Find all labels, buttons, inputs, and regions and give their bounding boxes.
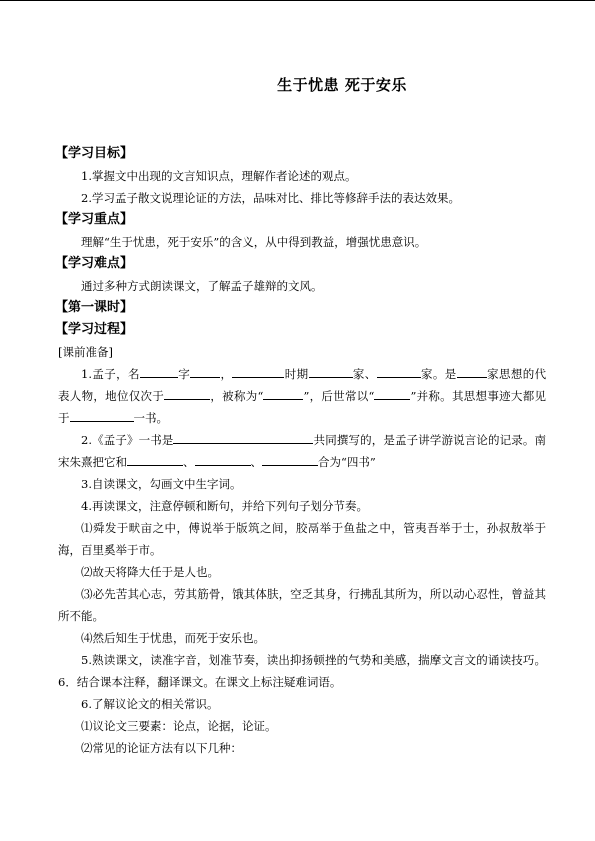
- heading-key-points: 【学习重点】: [55, 212, 134, 227]
- prep-label: [课前准备]: [58, 345, 113, 359]
- heading-goals: 【学习目标】: [55, 146, 134, 161]
- common-sense-2: ⑵常见的论证方法有以下几种：: [81, 741, 242, 755]
- blank-authors[interactable]: [173, 430, 313, 444]
- question-6: 6.了解议论文的相关常识。: [81, 697, 219, 711]
- blank-book[interactable]: [70, 408, 134, 422]
- heading-difficulties: 【学习难点】: [55, 256, 134, 271]
- sentence-1: ⑴舜发于畎亩之中，傅说举于版筑之间，胶鬲举于鱼盐之中，管夷吾举于士，孙叔敖举于海，百里奚举于市。: [58, 521, 546, 557]
- top-border-line: [0, 0, 595, 1]
- blank-identity-2[interactable]: [377, 364, 421, 378]
- blank-paired[interactable]: [374, 386, 410, 400]
- question-5: 5.熟读课文，读准字音，划准节奏，读出抑扬顿挫的气势和美感，揣摩文言文的诵读技巧。6．结合课本注释，翻译课文。在课文上标注疑难词语。: [58, 653, 546, 689]
- heading-lesson-one: 【第一课时】: [55, 300, 134, 315]
- key-point: 理解“生于忧患，死于安乐”的含义，从中得到教益，增强忧患意识。: [81, 235, 427, 249]
- blank-title[interactable]: [263, 386, 303, 400]
- document-page: [55, 74, 547, 759]
- question-1: 1.孟子，名 字 ， 时期 家、 家。是 家思想的代表人物，地位仅次于 ，被称为“ ”，后世常以“ ”并称。其思想事迹大都见于 一书。: [58, 363, 546, 429]
- blank-book-2[interactable]: [195, 452, 251, 466]
- difficulty: 通过多种方式朗读课文，了解孟子雄辩的文风。: [81, 279, 323, 293]
- goal-1: 1.掌握文中出现的文言知识点，理解作者论述的观点。: [81, 169, 357, 183]
- doc-title: 生于忧患 死于安乐: [277, 76, 407, 94]
- blank-identity-1[interactable]: [309, 364, 353, 378]
- blank-book-1[interactable]: [127, 452, 183, 466]
- common-sense-1: ⑴议论文三要素：论点，论据，论证。: [81, 719, 277, 733]
- sentence-2: ⑵故天将降大任于是人也。: [81, 565, 219, 579]
- blank-second-to[interactable]: [164, 386, 210, 400]
- blank-name[interactable]: [140, 364, 178, 378]
- question-2: 2.《孟子》一书是 共同撰写的，是孟子讲学游说言论的记录。南宋朱熹把它和 、 、 合为“四书”: [58, 429, 546, 473]
- blank-period[interactable]: [232, 364, 284, 378]
- goal-2: 2.学习孟子散文说理论证的方法，品味对比、排比等修辞手法的表达效果。: [81, 191, 460, 205]
- sentence-3: ⑶必先苦其心志，劳其筋骨，饿其体肤，空乏其身，行拂乱其所为，所以动心忍性，曾益其所不能。: [58, 587, 546, 623]
- blank-book-3[interactable]: [262, 452, 318, 466]
- question-3: 3.自读课文，勾画文中生字词。: [81, 477, 242, 491]
- heading-process: 【学习过程】: [55, 322, 134, 337]
- question-4: 4.再读课文，注意停顿和断句，并给下列句子划分节奏。: [81, 499, 368, 513]
- blank-school[interactable]: [457, 364, 487, 378]
- blank-courtesy-name[interactable]: [190, 364, 220, 378]
- sentence-4: ⑷然后知生于忧患，而死于安乐也。: [81, 631, 265, 645]
